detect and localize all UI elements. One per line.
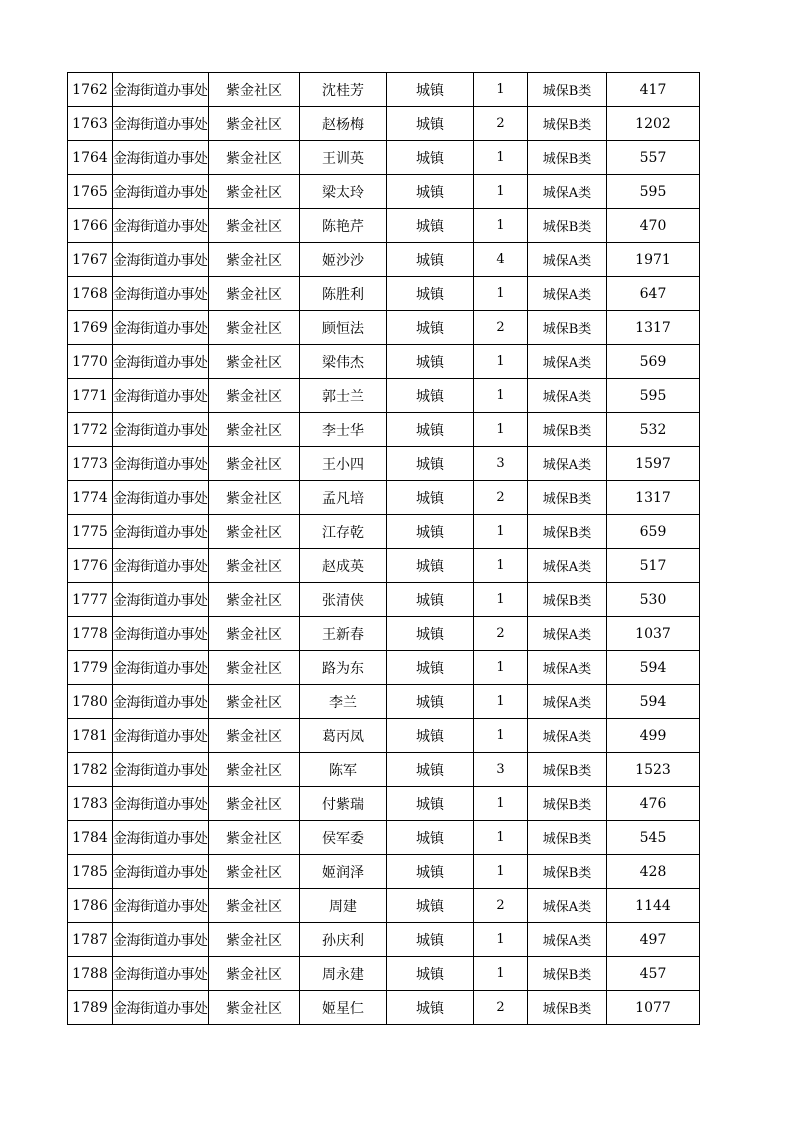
community-cell: 紫金社区 <box>209 141 300 175</box>
person-name-cell: 周建 <box>300 889 387 923</box>
area-type-cell: 城镇 <box>387 277 474 311</box>
insurance-category-cell: 城保A类 <box>528 345 607 379</box>
table-row <box>68 141 700 175</box>
table-row <box>68 991 700 1025</box>
street-office-cell: 金海街道办事处 <box>113 957 209 991</box>
row-number-cell: 1788 <box>68 957 113 991</box>
insurance-category-cell: 城保B类 <box>528 787 607 821</box>
household-count-cell: 2 <box>474 991 528 1025</box>
household-count-cell: 1 <box>474 277 528 311</box>
community-cell: 紫金社区 <box>209 73 300 107</box>
table-row <box>68 107 700 141</box>
row-number-cell: 1789 <box>68 991 113 1025</box>
household-count-cell: 2 <box>474 107 528 141</box>
row-number-cell: 1774 <box>68 481 113 515</box>
household-count-cell: 2 <box>474 889 528 923</box>
street-office-cell: 金海街道办事处 <box>113 413 209 447</box>
insurance-category-cell: 城保B类 <box>528 413 607 447</box>
street-office-cell: 金海街道办事处 <box>113 821 209 855</box>
person-name-cell: 姬润泽 <box>300 855 387 889</box>
table-row <box>68 889 700 923</box>
amount-cell: 1523 <box>607 753 700 787</box>
street-office-cell: 金海街道办事处 <box>113 345 209 379</box>
area-type-cell: 城镇 <box>387 447 474 481</box>
table-row <box>68 345 700 379</box>
community-cell: 紫金社区 <box>209 209 300 243</box>
street-office-cell: 金海街道办事处 <box>113 549 209 583</box>
community-cell: 紫金社区 <box>209 991 300 1025</box>
insurance-category-cell: 城保A类 <box>528 379 607 413</box>
area-type-cell: 城镇 <box>387 719 474 753</box>
amount-cell: 530 <box>607 583 700 617</box>
area-type-cell: 城镇 <box>387 209 474 243</box>
street-office-cell: 金海街道办事处 <box>113 73 209 107</box>
insurance-category-cell: 城保A类 <box>528 617 607 651</box>
street-office-cell: 金海街道办事处 <box>113 277 209 311</box>
table-row <box>68 73 700 107</box>
street-office-cell: 金海街道办事处 <box>113 583 209 617</box>
community-cell: 紫金社区 <box>209 651 300 685</box>
community-cell: 紫金社区 <box>209 481 300 515</box>
row-number-cell: 1785 <box>68 855 113 889</box>
area-type-cell: 城镇 <box>387 685 474 719</box>
community-cell: 紫金社区 <box>209 447 300 481</box>
insurance-category-cell: 城保B类 <box>528 855 607 889</box>
row-number-cell: 1770 <box>68 345 113 379</box>
area-type-cell: 城镇 <box>387 481 474 515</box>
area-type-cell: 城镇 <box>387 923 474 957</box>
insurance-category-cell: 城保B类 <box>528 481 607 515</box>
area-type-cell: 城镇 <box>387 73 474 107</box>
person-name-cell: 江存乾 <box>300 515 387 549</box>
amount-cell: 569 <box>607 345 700 379</box>
community-cell: 紫金社区 <box>209 583 300 617</box>
person-name-cell: 孙庆利 <box>300 923 387 957</box>
person-name-cell: 孟凡培 <box>300 481 387 515</box>
area-type-cell: 城镇 <box>387 549 474 583</box>
person-name-cell: 陈军 <box>300 753 387 787</box>
table-row <box>68 583 700 617</box>
area-type-cell: 城镇 <box>387 345 474 379</box>
community-cell: 紫金社区 <box>209 515 300 549</box>
community-cell: 紫金社区 <box>209 787 300 821</box>
household-count-cell: 3 <box>474 447 528 481</box>
person-name-cell: 侯军委 <box>300 821 387 855</box>
household-count-cell: 2 <box>474 617 528 651</box>
row-number-cell: 1781 <box>68 719 113 753</box>
insurance-category-cell: 城保A类 <box>528 549 607 583</box>
household-count-cell: 3 <box>474 753 528 787</box>
amount-cell: 594 <box>607 685 700 719</box>
street-office-cell: 金海街道办事处 <box>113 787 209 821</box>
household-count-cell: 1 <box>474 141 528 175</box>
row-number-cell: 1778 <box>68 617 113 651</box>
area-type-cell: 城镇 <box>387 515 474 549</box>
area-type-cell: 城镇 <box>387 413 474 447</box>
person-name-cell: 赵成英 <box>300 549 387 583</box>
row-number-cell: 1777 <box>68 583 113 617</box>
street-office-cell: 金海街道办事处 <box>113 447 209 481</box>
row-number-cell: 1780 <box>68 685 113 719</box>
insurance-category-cell: 城保A类 <box>528 685 607 719</box>
street-office-cell: 金海街道办事处 <box>113 209 209 243</box>
amount-cell: 1971 <box>607 243 700 277</box>
person-name-cell: 付紫瑞 <box>300 787 387 821</box>
amount-cell: 659 <box>607 515 700 549</box>
household-count-cell: 1 <box>474 787 528 821</box>
row-number-cell: 1772 <box>68 413 113 447</box>
street-office-cell: 金海街道办事处 <box>113 481 209 515</box>
row-number-cell: 1782 <box>68 753 113 787</box>
household-count-cell: 2 <box>474 481 528 515</box>
area-type-cell: 城镇 <box>387 617 474 651</box>
street-office-cell: 金海街道办事处 <box>113 651 209 685</box>
amount-cell: 532 <box>607 413 700 447</box>
row-number-cell: 1768 <box>68 277 113 311</box>
area-type-cell: 城镇 <box>387 991 474 1025</box>
amount-cell: 428 <box>607 855 700 889</box>
area-type-cell: 城镇 <box>387 141 474 175</box>
person-name-cell: 赵杨梅 <box>300 107 387 141</box>
insurance-category-cell: 城保A类 <box>528 889 607 923</box>
table-row <box>68 549 700 583</box>
person-name-cell: 梁伟杰 <box>300 345 387 379</box>
household-count-cell: 1 <box>474 821 528 855</box>
area-type-cell: 城镇 <box>387 243 474 277</box>
insurance-category-cell: 城保A类 <box>528 651 607 685</box>
community-cell: 紫金社区 <box>209 175 300 209</box>
household-count-cell: 1 <box>474 549 528 583</box>
table-row <box>68 413 700 447</box>
amount-cell: 557 <box>607 141 700 175</box>
person-name-cell: 郭士兰 <box>300 379 387 413</box>
insurance-category-cell: 城保B类 <box>528 141 607 175</box>
street-office-cell: 金海街道办事处 <box>113 141 209 175</box>
insurance-category-cell: 城保A类 <box>528 277 607 311</box>
table-row <box>68 277 700 311</box>
person-name-cell: 王新春 <box>300 617 387 651</box>
insurance-category-cell: 城保A类 <box>528 719 607 753</box>
street-office-cell: 金海街道办事处 <box>113 379 209 413</box>
community-cell: 紫金社区 <box>209 549 300 583</box>
household-count-cell: 1 <box>474 379 528 413</box>
roster-table <box>67 72 700 1025</box>
table-row <box>68 787 700 821</box>
person-name-cell: 葛丙凤 <box>300 719 387 753</box>
household-count-cell: 1 <box>474 719 528 753</box>
insurance-category-cell: 城保B类 <box>528 107 607 141</box>
area-type-cell: 城镇 <box>387 855 474 889</box>
table-row <box>68 685 700 719</box>
household-count-cell: 1 <box>474 413 528 447</box>
community-cell: 紫金社区 <box>209 855 300 889</box>
insurance-category-cell: 城保B类 <box>528 991 607 1025</box>
amount-cell: 1077 <box>607 991 700 1025</box>
row-number-cell: 1775 <box>68 515 113 549</box>
person-name-cell: 顾恒法 <box>300 311 387 345</box>
amount-cell: 595 <box>607 379 700 413</box>
community-cell: 紫金社区 <box>209 617 300 651</box>
community-cell: 紫金社区 <box>209 243 300 277</box>
table-row <box>68 481 700 515</box>
household-count-cell: 4 <box>474 243 528 277</box>
community-cell: 紫金社区 <box>209 311 300 345</box>
table-row <box>68 957 700 991</box>
table-row <box>68 719 700 753</box>
insurance-category-cell: 城保B类 <box>528 583 607 617</box>
insurance-category-cell: 城保B类 <box>528 311 607 345</box>
household-count-cell: 1 <box>474 175 528 209</box>
amount-cell: 497 <box>607 923 700 957</box>
community-cell: 紫金社区 <box>209 957 300 991</box>
street-office-cell: 金海街道办事处 <box>113 107 209 141</box>
area-type-cell: 城镇 <box>387 753 474 787</box>
person-name-cell: 姬沙沙 <box>300 243 387 277</box>
amount-cell: 1144 <box>607 889 700 923</box>
insurance-category-cell: 城保A类 <box>528 243 607 277</box>
street-office-cell: 金海街道办事处 <box>113 923 209 957</box>
roster-body <box>68 73 700 1025</box>
table-row <box>68 209 700 243</box>
row-number-cell: 1787 <box>68 923 113 957</box>
street-office-cell: 金海街道办事处 <box>113 753 209 787</box>
household-count-cell: 1 <box>474 515 528 549</box>
amount-cell: 595 <box>607 175 700 209</box>
area-type-cell: 城镇 <box>387 651 474 685</box>
row-number-cell: 1765 <box>68 175 113 209</box>
table-row <box>68 651 700 685</box>
person-name-cell: 陈胜利 <box>300 277 387 311</box>
street-office-cell: 金海街道办事处 <box>113 617 209 651</box>
amount-cell: 457 <box>607 957 700 991</box>
household-count-cell: 1 <box>474 923 528 957</box>
row-number-cell: 1784 <box>68 821 113 855</box>
row-number-cell: 1766 <box>68 209 113 243</box>
row-number-cell: 1763 <box>68 107 113 141</box>
household-count-cell: 1 <box>474 957 528 991</box>
household-count-cell: 1 <box>474 685 528 719</box>
amount-cell: 594 <box>607 651 700 685</box>
table-row <box>68 175 700 209</box>
row-number-cell: 1769 <box>68 311 113 345</box>
table-row <box>68 821 700 855</box>
person-name-cell: 张清侠 <box>300 583 387 617</box>
area-type-cell: 城镇 <box>387 107 474 141</box>
area-type-cell: 城镇 <box>387 957 474 991</box>
area-type-cell: 城镇 <box>387 889 474 923</box>
row-number-cell: 1771 <box>68 379 113 413</box>
person-name-cell: 李兰 <box>300 685 387 719</box>
community-cell: 紫金社区 <box>209 821 300 855</box>
table-row <box>68 753 700 787</box>
row-number-cell: 1776 <box>68 549 113 583</box>
street-office-cell: 金海街道办事处 <box>113 855 209 889</box>
person-name-cell: 李士华 <box>300 413 387 447</box>
insurance-category-cell: 城保B类 <box>528 957 607 991</box>
row-number-cell: 1786 <box>68 889 113 923</box>
area-type-cell: 城镇 <box>387 583 474 617</box>
amount-cell: 499 <box>607 719 700 753</box>
community-cell: 紫金社区 <box>209 889 300 923</box>
person-name-cell: 周永建 <box>300 957 387 991</box>
insurance-category-cell: 城保A类 <box>528 923 607 957</box>
community-cell: 紫金社区 <box>209 277 300 311</box>
row-number-cell: 1779 <box>68 651 113 685</box>
row-number-cell: 1783 <box>68 787 113 821</box>
amount-cell: 1317 <box>607 311 700 345</box>
area-type-cell: 城镇 <box>387 175 474 209</box>
row-number-cell: 1773 <box>68 447 113 481</box>
community-cell: 紫金社区 <box>209 107 300 141</box>
row-number-cell: 1762 <box>68 73 113 107</box>
person-name-cell: 陈艳芹 <box>300 209 387 243</box>
amount-cell: 470 <box>607 209 700 243</box>
community-cell: 紫金社区 <box>209 719 300 753</box>
community-cell: 紫金社区 <box>209 413 300 447</box>
amount-cell: 476 <box>607 787 700 821</box>
amount-cell: 417 <box>607 73 700 107</box>
row-number-cell: 1764 <box>68 141 113 175</box>
amount-cell: 517 <box>607 549 700 583</box>
area-type-cell: 城镇 <box>387 787 474 821</box>
person-name-cell: 王小四 <box>300 447 387 481</box>
household-count-cell: 1 <box>474 651 528 685</box>
area-type-cell: 城镇 <box>387 311 474 345</box>
person-name-cell: 沈桂芳 <box>300 73 387 107</box>
community-cell: 紫金社区 <box>209 923 300 957</box>
household-count-cell: 1 <box>474 73 528 107</box>
amount-cell: 1202 <box>607 107 700 141</box>
amount-cell: 1037 <box>607 617 700 651</box>
insurance-category-cell: 城保B类 <box>528 209 607 243</box>
street-office-cell: 金海街道办事处 <box>113 719 209 753</box>
table-row <box>68 617 700 651</box>
table-row <box>68 447 700 481</box>
table-row <box>68 923 700 957</box>
street-office-cell: 金海街道办事处 <box>113 889 209 923</box>
street-office-cell: 金海街道办事处 <box>113 175 209 209</box>
community-cell: 紫金社区 <box>209 379 300 413</box>
person-name-cell: 路为东 <box>300 651 387 685</box>
community-cell: 紫金社区 <box>209 753 300 787</box>
person-name-cell: 王训英 <box>300 141 387 175</box>
amount-cell: 545 <box>607 821 700 855</box>
row-number-cell: 1767 <box>68 243 113 277</box>
insurance-category-cell: 城保A类 <box>528 447 607 481</box>
insurance-category-cell: 城保B类 <box>528 73 607 107</box>
household-count-cell: 2 <box>474 311 528 345</box>
household-count-cell: 1 <box>474 209 528 243</box>
street-office-cell: 金海街道办事处 <box>113 991 209 1025</box>
street-office-cell: 金海街道办事处 <box>113 685 209 719</box>
table-row <box>68 311 700 345</box>
person-name-cell: 姬星仁 <box>300 991 387 1025</box>
community-cell: 紫金社区 <box>209 345 300 379</box>
community-cell: 紫金社区 <box>209 685 300 719</box>
street-office-cell: 金海街道办事处 <box>113 243 209 277</box>
table-row <box>68 515 700 549</box>
person-name-cell: 梁太玲 <box>300 175 387 209</box>
street-office-cell: 金海街道办事处 <box>113 311 209 345</box>
amount-cell: 1317 <box>607 481 700 515</box>
household-count-cell: 1 <box>474 855 528 889</box>
household-count-cell: 1 <box>474 583 528 617</box>
household-count-cell: 1 <box>474 345 528 379</box>
street-office-cell: 金海街道办事处 <box>113 515 209 549</box>
insurance-category-cell: 城保B类 <box>528 515 607 549</box>
area-type-cell: 城镇 <box>387 821 474 855</box>
amount-cell: 647 <box>607 277 700 311</box>
table-row <box>68 243 700 277</box>
amount-cell: 1597 <box>607 447 700 481</box>
table-row <box>68 855 700 889</box>
table-row <box>68 379 700 413</box>
insurance-category-cell: 城保A类 <box>528 175 607 209</box>
insurance-category-cell: 城保B类 <box>528 753 607 787</box>
insurance-category-cell: 城保B类 <box>528 821 607 855</box>
area-type-cell: 城镇 <box>387 379 474 413</box>
